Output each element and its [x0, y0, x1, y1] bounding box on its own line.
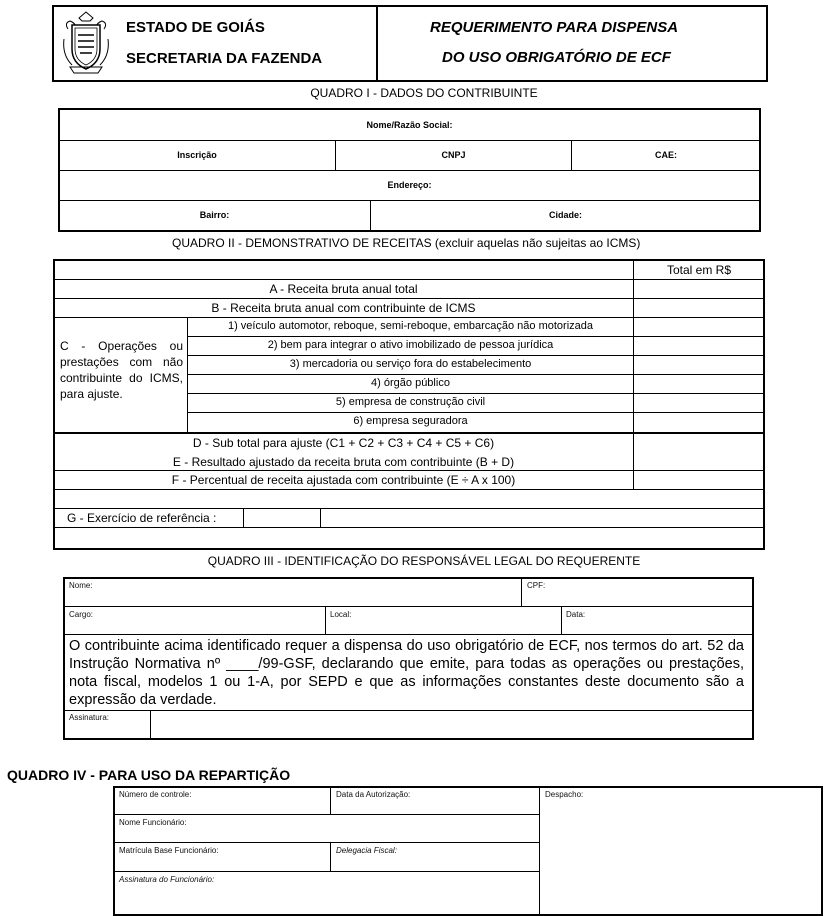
row-e-label: E - Resultado ajustado da receita bruta com contribuinte (B + D) [172, 455, 515, 469]
quadro2-title-note: (excluir aquelas não sujeitas ao ICMS) [434, 236, 641, 250]
quadro2-title [172, 237, 640, 249]
cnpj-field[interactable]: CNPJ [441, 150, 466, 160]
header-divider [376, 6, 378, 80]
exercicio-field-1[interactable] [244, 509, 320, 527]
coat-of-arms-icon [62, 9, 110, 77]
responsavel-assinatura-field[interactable]: Assinatura: [69, 713, 110, 722]
row-c1-label: 1) veículo automotor, reboque, semi-reboque, embarcação não motorizada [227, 320, 594, 332]
quadro2-title-main: QUADRO II - DEMONSTRATIVO DE RECEITAS [172, 236, 432, 250]
endereco-field[interactable]: Endereço: [387, 180, 432, 190]
row-c4-label: 4) órgão público [371, 377, 450, 389]
responsavel-local-field[interactable]: Local: [330, 610, 352, 619]
responsavel-nome-field[interactable]: Nome: [69, 581, 93, 590]
responsavel-cargo-field[interactable]: Cargo: [69, 610, 94, 619]
quadro4-table [113, 786, 823, 916]
department-name: SECRETARIA DA FAZENDA [126, 50, 323, 67]
state-name: ESTADO DE GOIÁS [126, 19, 265, 36]
row-b-total[interactable] [634, 299, 764, 317]
quadro3-title: QUADRO III - IDENTIFICAÇÃO DO RESPONSÁVEL LEGAL DO REQUERENTE [207, 554, 641, 568]
row-d-label: D - Sub total para ajuste (C1 + C2 + C3 + C4 + C5 + C6) [192, 436, 495, 450]
row-g-label: G - Exercício de referência : [67, 511, 217, 525]
row-f-total[interactable] [634, 471, 764, 489]
row-c6-label: 6) empresa seguradora [353, 415, 468, 427]
exercicio-field-2[interactable] [321, 509, 764, 527]
form-header [52, 5, 768, 82]
row-b-label: B - Receita bruta anual com contribuinte de ICMS [211, 301, 476, 315]
row-f-label: F - Percentual de receita ajustada com contribuinte (E ÷ A x 100) [171, 473, 516, 487]
matricula-funcionario-field[interactable]: Matrícula Base Funcionário: [119, 846, 219, 855]
row-de-total[interactable] [634, 433, 764, 470]
responsavel-data-field[interactable]: Data: [566, 610, 586, 619]
inscricao-field[interactable]: Inscrição [177, 150, 217, 160]
row-a-total[interactable] [634, 280, 764, 298]
quadro4-title: QUADRO IV - PARA USO DA REPARTIÇÃO [7, 767, 291, 783]
nome-razao-social-field[interactable]: Nome/Razão Social: [366, 120, 453, 130]
row-c3-label: 3) mercadoria ou serviço fora do estabelecimento [289, 358, 532, 370]
form-title-line1: REQUERIMENTO PARA DISPENSA [430, 19, 679, 36]
delegacia-fiscal-field[interactable]: Delegacia Fiscal: [336, 846, 397, 855]
bairro-field[interactable]: Bairro: [199, 210, 230, 220]
cidade-field[interactable]: Cidade: [548, 210, 582, 220]
row-c-label: C - Operações ou prestações com não contribuinte do ICMS, para ajuste. [60, 339, 183, 401]
responsavel-cpf-field[interactable]: CPF: [527, 581, 546, 590]
assinatura-funcionario-field[interactable]: Assinatura do Funcionário: [119, 875, 215, 884]
quadro1-title: QUADRO I - DADOS DO CONTRIBUINTE [310, 86, 538, 100]
declaration-text: O contribuinte acima identificado requer a dispensa do uso obrigatório de ECF, nos termos do art. 52 da Instrução Normativa nº ____/99-GSF, declarando que emite, para todas as operações ou prestações, nota fiscal, modelos 1 ou 1-A, por SEPD e que as informações constantes deste documento são a expressão da verdade. [69, 638, 744, 708]
despacho-field[interactable]: Despacho: [545, 790, 584, 799]
row-c2-label: 2) bem para integrar o ativo imobilizado de pessoa jurídica [267, 339, 554, 351]
form-title-line2: DO USO OBRIGATÓRIO DE ECF [442, 49, 671, 66]
row-c5-label: 5) empresa de construção civil [335, 396, 486, 408]
cae-field[interactable]: CAE: [655, 150, 677, 160]
row-a-label: A - Receita bruta anual total [269, 282, 418, 296]
numero-controle-field[interactable]: Número de controle: [119, 790, 192, 799]
nome-funcionario-field[interactable]: Nome Funcionário: [119, 818, 187, 827]
data-autorizacao-field[interactable]: Data da Autorização: [336, 790, 411, 799]
total-header: Total em R$ [666, 263, 732, 277]
